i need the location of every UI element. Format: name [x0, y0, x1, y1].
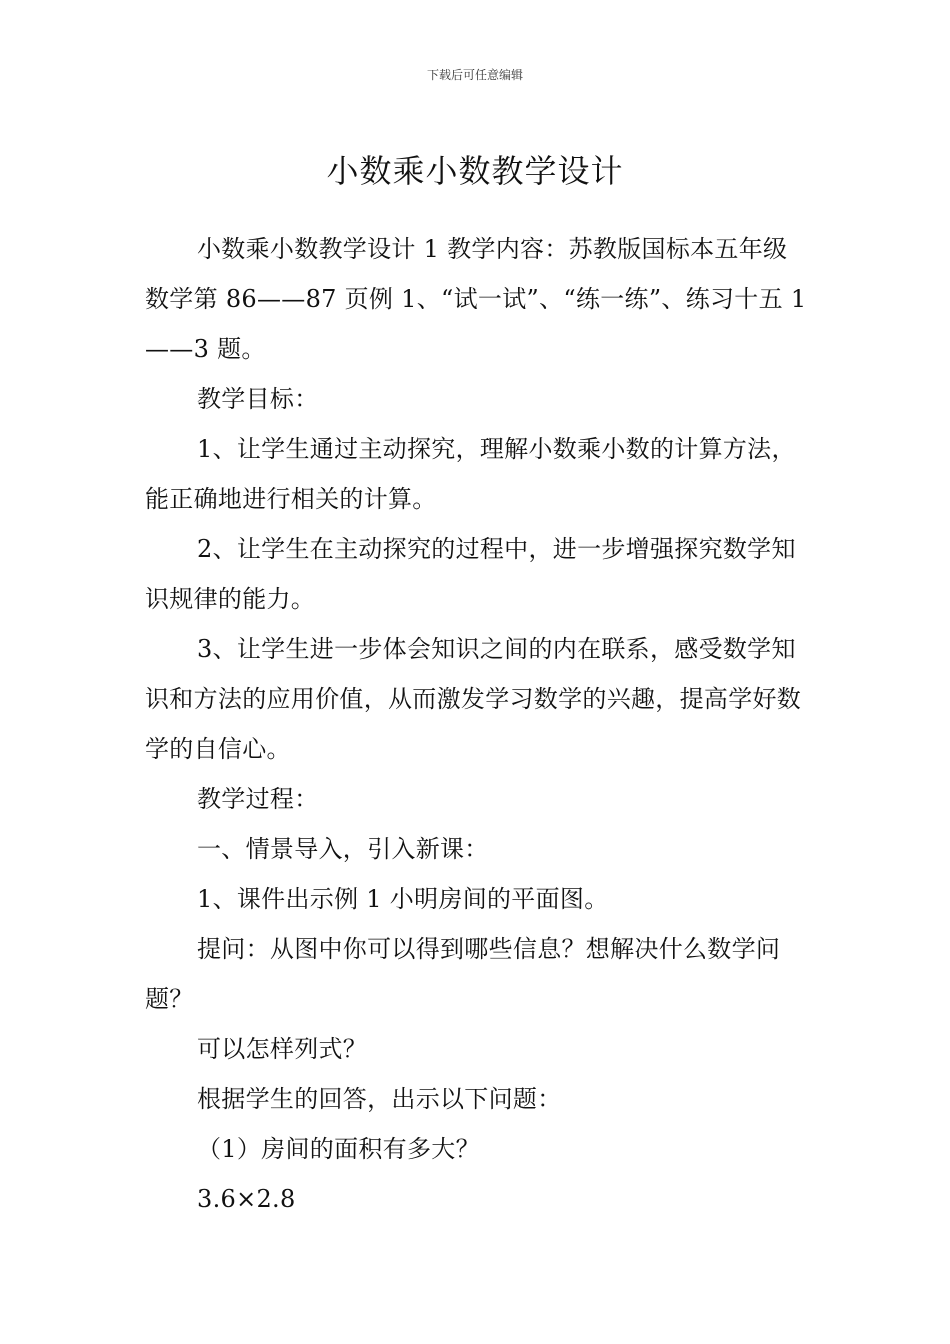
paragraph-section-1: 一、情景导入，引入新课：	[197, 835, 489, 863]
paragraph-goals-heading: 教学目标：	[197, 385, 319, 413]
paragraph-process-heading: 教学过程：	[197, 785, 319, 813]
document-title: 小数乘小数教学设计	[326, 152, 624, 191]
paragraph-expression: 3.6×2.8	[197, 1185, 296, 1213]
paragraph-step-1: 1、课件出示例 1 小明房间的平面图。	[197, 885, 609, 913]
paragraph-answer-prompt: 根据学生的回答，出示以下问题：	[197, 1085, 562, 1113]
paragraph-goal-3: 3、让学生进一步体会知识之间的内在联系，感受数学知识和方法的应用价值，从而激发学习数学的兴趣，提高学好数学的自信心。	[145, 635, 802, 763]
header-note: 下载后可任意编辑	[426, 68, 523, 82]
paragraph-formula-prompt: 可以怎样列式？	[197, 1035, 368, 1063]
paragraph-intro: 小数乘小数教学设计 1 教学内容：苏教版国标本五年级数学第 86——87 页例 1、“试一试”、“练一练”、练习十五 1——3 题。	[145, 235, 807, 363]
paragraph-goal-2: 2、让学生在主动探究的过程中，进一步增强探究数学知识规律的能力。	[145, 535, 796, 613]
paragraph-problem-1: （1）房间的面积有多大？	[197, 1135, 480, 1163]
paragraph-goal-1: 1、让学生通过主动探究，理解小数乘小数的计算方法，能正确地进行相关的计算。	[145, 435, 796, 513]
document-body	[145, 224, 810, 1224]
paragraph-question: 提问：从图中你可以得到哪些信息？想解决什么数学问题？	[145, 935, 781, 1013]
